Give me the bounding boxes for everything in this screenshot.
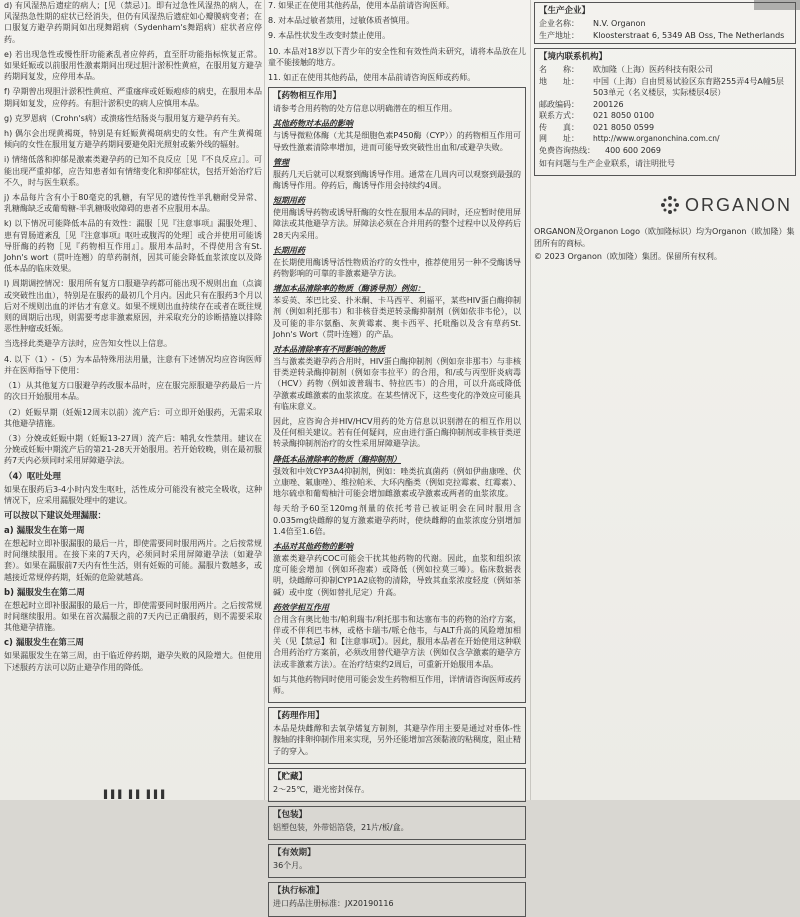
special-usage-intro: 4. 以下（1）-（5）为本品特殊用法用量，注意有下述情况均应咨询医师并在医师指导下使用： [4,354,262,375]
info-row [539,122,791,134]
precaution-item: 10. 本品对18岁以下青少年的安全性和有效性尚未研究，请将本品放在儿童不能接触的地方。 [268,46,526,67]
trademark-notice: ORGANON及Organon Logo（欧加隆标识）均为Organon（欧加隆）集团所有的商标。 [534,227,795,248]
info-value: 021 8050 0599 [593,122,655,132]
precaution-item: k) 以下情况可能降低本品的有效性：漏服［见『注意事项』漏服处理］、患有胃肠道紊乱［见『注意事项』呕吐或腹泻的处理］或合并使用可能诱导肝酶的药物［见『药物相互作用』］。服用本品时，不得使用含有St. John's wort（贯叶连翘）的草药制剂，因其可能会降低血浆浓度以及降低本品的临床效果。 [4,219,262,274]
organon-star-icon [659,194,681,216]
info-value: 200126 [593,99,624,109]
precaution-item: g) 克罗恩病（Crohn's病）或溃疡性结肠炎与服用复方避孕药有关。 [4,113,245,123]
info-value: 400 600 2069 [605,145,661,155]
missed-week-title: a) 漏服发生在第一周 [4,525,85,536]
info-row [539,76,791,99]
info-key: 企业名称： [539,19,579,28]
precaution-item: l) 周期调控情况：服用所有复方口服避孕药都可能出现不规则出血（点滴或突破性出血），特别是在服药的最初几个月内。因此只有在服药3个月以后对不规则出血的评估才有意义。如果不规则出血持续存在或者在既往规则的周期后出现，则需要考虑非激素原因，并采取充分的诊断措施以排除恶性肿瘤或妊娠。 [4,279,262,334]
standard-section [268,882,526,916]
interaction-section [268,87,526,703]
info-row [539,30,791,42]
fold-line [530,0,531,800]
info-key: 免费咨询热线： [539,145,595,155]
precaution-item: f) 孕期曾出现胆汁淤积性黄疸、严重瘙痒或妊娠疱疹的病史，在服用本品期间如复发，应停药。有胆汁淤积史的病人应慎用本品。 [4,87,262,108]
interaction-subheading: 长期用药 [273,245,305,255]
brand-name: ORGANON [684,194,792,215]
info-row [539,145,791,157]
storage-section [268,768,526,802]
copyright-notice: © 2023 Organon（欧加隆）集团。保留所有权利。 [534,252,722,262]
validity-section [268,844,526,878]
info-value: 021 8050 0100 [593,111,655,120]
precaution-item: j) 本品每片含有小于80毫克的乳糖，有罕见的遗传性半乳糖耐受异常、乳糖酶缺乏或葡萄糖-半乳糖吸收障碍的患者不应服用本品。 [4,193,262,214]
interaction-text: 与诱导微粒体酶（尤其是细胞色素P450酶（CYP））的药物相互作用可导致性激素清除率增加，进而可能导致突破性出血和/或避孕失败。 [273,131,521,152]
right-column [534,0,796,800]
interaction-text: 激素类避孕药COC可能会干扰其他药物的代谢。因此，血浆和组织浓度可能会增加（例如环孢素）或降低（例如拉莫三嗪）。临床数据表明，炔雌醇可抑制CYP1A2底物的清除，导致其血浆浓度轻度（例如茶碱）或中度（例如替扎尼定）升高。 [273,553,521,597]
interaction-text: 每天给予60至120mg剂量的依托考昔已被证明会在同时服用含0.035mg炔雌醇的复方激素避孕药时，使炔雌醇的血浆浓度分别增加1.4倍至1.6倍。 [273,504,521,536]
pharmacology-section [268,707,526,764]
organon-logo [534,194,792,216]
validity-text: 36个月。 [273,861,308,871]
info-key: 地 址： [539,76,579,86]
manufacturer-heading: 【生产企业】 [539,6,591,16]
interaction-text: 在长期使用酶诱导活性物质治疗的女性中，推荐使用另一种不受酶诱导药物影响的可靠的非激素避孕方法。 [273,257,521,279]
fold-line [264,0,265,800]
interaction-note: 请参考合用药物的处方信息以明确潜在的相互作用。 [273,104,457,114]
interaction-subheading: 本品对其他药物的影响 [273,541,353,551]
info-value: 中国（上海）自由贸易试验区东育路255弄4号A幢5层503单元（名义楼层，实际楼层4层） [593,76,784,97]
manufacturer-section [534,2,796,44]
interaction-text: 合用含有奥比他韦/帕利瑞韦/利托那韦和达塞布韦的药物的治疗方案，伴或不伴利巴韦林，或格卡瑞韦/哌仑他韦，与ALT升高的风险增加相关（见【禁忌】和【注意事项】）。因此，服用本品者在开始使用这种联合用药治疗方案前，必须改用替代避孕方法（例如仅含孕激素的避孕方法或非激素方法）。在治疗结束约2周后，可重新开始服用本品。 [273,614,521,669]
package-heading: 【包装】 [273,809,308,820]
precaution-item: 7. 如果正在使用其他药品，使用本品前请咨询医师。 [268,1,455,10]
precaution-item: 8. 对本品过敏者禁用，过敏体质者慎用。 [268,16,415,26]
interaction-subheading: 短期用药 [273,196,305,206]
standard-heading: 【执行标准】 [273,886,325,897]
precaution-item: 9. 本品性状发生改变时禁止使用。 [268,31,391,41]
info-key: 名 称： [539,65,579,74]
missed-week-text: 在想起时立即补服漏服的最后一片，即使需要同时服用两片。之后按常规时间继续服用。如果在首次漏服之前的7天内已正确服药，则不需要采取其他避孕措施。 [4,600,262,633]
info-value: http://www.organonchina.com.cn/ [593,134,720,143]
interaction-subheading: 管理 [273,157,289,167]
interaction-heading: 【药物相互作用】 [273,91,342,102]
vomit-heading: （4）呕吐处理 [4,471,61,482]
info-value: Kloosterstraat 6, 5349 AB Oss, The Netherlands [593,30,785,40]
storage-text: 2～25℃，避光密封保存。 [273,784,370,794]
validity-heading: 【有效期】 [273,848,316,859]
vomit-text: 如果在服药后3-4小时内发生呕吐，活性成分可能没有被完全吸收，这种情况下，应采用漏服处理中的建议。 [4,484,262,505]
pharmacology-heading: 【药理作用】 [273,711,325,722]
precaution-item: i) 情绪低落和抑郁是激素类避孕药的已知不良反应［见『不良反应』］。可能出现严重抑郁，应告知患者如有情绪变化和抑郁症状，包括开始治疗后不久，时与医生联系。 [4,155,262,187]
info-key: 传 真： [539,122,579,132]
left-column [4,0,262,800]
interaction-text: 因此，应咨询合并HIV/HCV用药的处方信息以识别潜在的相互作用以及任何相关建议。若有任何疑问，应由进行蛋白酶抑制剂或非核苷类逆转录酶抑制剂治疗的女性采用屏障避孕法。 [273,417,521,449]
info-value: 欧加隆（上海）医药科技有限公司 [593,65,713,74]
storage-heading: 【贮藏】 [273,771,308,782]
missed-week-text: 在想起时立即补服漏服的最后一片，即使需要同时服用两片。之后按常规时间继续服用。在接下来的7天内，必须同时采用屏障避孕法（如避孕套）。如果在漏服前7天内有性生活，则有妊娠的可能。漏服片数越多，或越接近常规停药期，妊娠的危险就越高。 [4,538,262,582]
interaction-subheading: 对本品清除率有不同影响的物质 [273,345,385,355]
special-usage-item: （1）从其他复方口服避孕药改服本品时，应在服完原服避孕药最后一片的次日开始服用本品。 [4,381,262,402]
info-row [539,18,791,30]
pharmacology-text: 本品是炔雌醇和去氧孕烯复方制剂，其避孕作用主要是通过对垂体-性腺轴的排卵抑制作用来实现，另外还能增加宫颈黏液的粘稠度，阻止精子的穿入。 [273,724,521,756]
info-row [539,133,791,145]
contact-section [534,48,796,176]
package-text: 铝塑包装，外带铝箔袋，21片/板/盒。 [273,822,409,832]
interaction-subheading: 其他药物对本品的影响 [273,119,353,129]
precaution-item: 当选择此类避孕方法时，应告知女性以上信息。 [4,339,172,349]
interaction-subheading: 增加本品清除率的物质（酶诱导剂）例如： [273,284,425,294]
interaction-text: 使用酶诱导药物或诱导肝酶的女性在服用本品的同时，还应暂时使用屏障法或其他避孕方法。屏障法必须在合并用药的整个过程中以及停药后28天内采用。 [273,208,521,240]
info-key: 联系方式： [539,111,579,120]
interaction-text: 如与其他药物同时使用可能会发生药物相互作用，详情请咨询医师或药师。 [273,674,521,695]
missed-dose-heading: 可以按以下建议处理漏服： [4,510,107,521]
print-marks: ▌▌▌ ▌▌ ▌▌▌ [104,790,169,799]
interaction-subheading: 降低本品清除率的物质（酶抑制剂） [273,454,401,464]
info-value: N.V. Organon [593,19,646,28]
interaction-text: 苯妥英、苯巴比妥、扑米酮、卡马西平、利福平，某些HIV蛋白酶抑制剂（例如利托那韦）和非核苷类逆转录酶抑制剂（例如依非韦伦），以及可能的非尔氨酯、灰黄霉素、奥卡西平、托吡酯以及含有草药St. John's Wort（贯叶连翘）的产品。 [273,296,521,339]
interaction-text: 强效和中效CYP3A4抑制剂，例如：唑类抗真菌药（例如伊曲康唑、伏立康唑、氟康唑）、维拉帕米、大环内酯类（例如克拉霉素、红霉素）、地尔硫卓和葡萄柚汁可能会增加雌激素或孕激素或两者的血浆浓度。 [273,466,521,499]
precaution-item: 11. 如正在使用其他药品，使用本品前请咨询医师或药师。 [268,73,476,83]
info-key: 网 址： [539,134,579,143]
middle-column [268,0,526,909]
interaction-text: 当与激素类避孕药合用时，HIV蛋白酶抑制剂（例如奈非那韦）与非核苷类逆转录酶抑制剂（例如奈韦拉平）的合用，和/或与丙型肝炎病毒（HCV）药物（例如波普瑞韦、特拉匹韦）的合用，可以升高或降低孕激素或雌激素的血浆浓度。在某些情况下，这些变化的净效应可能具有临床意义。 [273,357,521,411]
special-usage-item: （3）分娩或妊娠中期（妊娠13-27周）流产后：哺乳女性禁用。建议在分娩或妊娠中期流产后的第21-28天开始服用。若开始较晚，则在最初服药7天内必须同时采用屏障避孕法。 [4,433,262,466]
missed-week-title: c) 漏服发生在第三周 [4,638,84,649]
special-usage-item: （2）妊娠早期（妊娠12周末以前）流产后：可立即开始服药，无需采取其他避孕措施。 [4,407,262,428]
info-key: 生产地址： [539,30,579,40]
info-row [539,110,791,122]
precaution-item: h) 偶尔会出现黄褐斑，特别是有妊娠黄褐斑病史的女性。有产生黄褐斑倾向的女性在服用复方避孕药期间要避免阳光照射或紫外线的辐射。 [4,129,262,150]
missed-week-text: 如果漏服发生在第三周，由于临近停药期，避孕失败的风险增大。但使用下述服药方法可以防止避孕作用的降低。 [4,651,262,672]
interaction-subheading: 药效学相互作用 [273,602,329,612]
standard-text: 进口药品注册标准：JX20190116 [273,899,394,909]
precaution-item: e) 若出现急性或慢性肝功能紊乱者应停药，直至肝功能指标恢复正常。如果妊娠或以前服用性激素期间出现过胆汁淤积性黄疸，在服用复方避孕药期间复发，应停用本品。 [4,49,262,82]
info-key: 邮政编码： [539,99,579,109]
precaution-item: d) 有风湿热后遗症的病人；[见（禁忌）]。即有过急性风湿热的病人，在风湿热急性期的症状已经消失，但仍有风湿热后遗症如心瓣膜病变者；在口服复方避孕药期间如出现舞蹈病（Sydenham's舞蹈病）症状者应停药。 [4,1,262,44]
package-section [268,806,526,840]
mah-note: 如有问题与生产企业联系，请注明批号 [539,159,675,168]
interaction-text: 服药几天后就可以观察到酶诱导作用。通常在几周内可以观察到最强的酶诱导作用。停药后，酶诱导作用会持续约4周。 [273,169,521,191]
missed-week-title: b) 漏服发生在第二周 [4,587,85,598]
contact-heading: 【境内联系机构】 [539,52,608,62]
info-row [539,99,791,111]
info-row [539,64,791,76]
